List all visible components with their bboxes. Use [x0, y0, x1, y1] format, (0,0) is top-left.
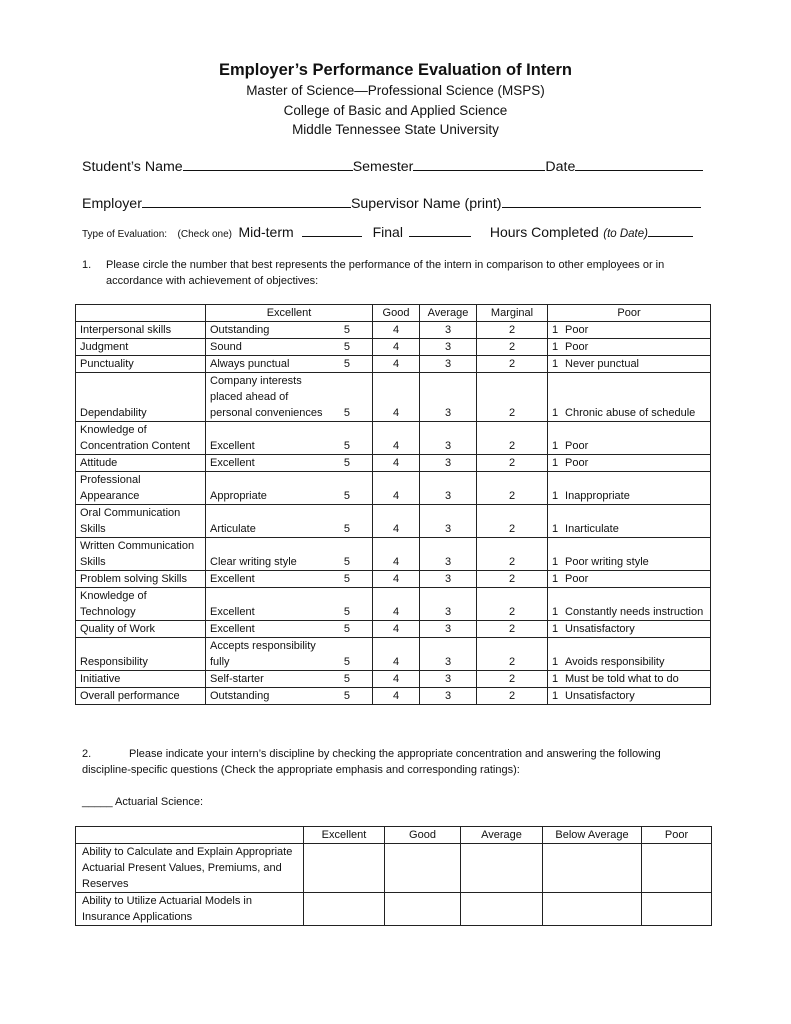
excellent-descriptor: Excellent [206, 422, 336, 455]
performance-header-row [76, 305, 711, 322]
rating-2[interactable]: 2 [477, 455, 548, 472]
rating-1[interactable]: 1 [552, 690, 559, 702]
rating-2[interactable]: 2 [477, 671, 548, 688]
table-row [76, 538, 711, 571]
rating-3[interactable]: 3 [420, 422, 477, 455]
rating-4[interactable]: 4 [373, 422, 420, 455]
rating-4[interactable]: 4 [373, 638, 420, 671]
rating-3[interactable]: 3 [420, 621, 477, 638]
table-row [76, 588, 711, 621]
table-row [76, 621, 711, 638]
table-row [76, 844, 712, 893]
check-one-note: (Check one) [177, 229, 232, 240]
evaluation-type-row [82, 223, 693, 242]
rating-5[interactable]: 5 [336, 671, 373, 688]
rating-1[interactable]: 1 [552, 573, 559, 585]
rating-cell-average[interactable] [461, 844, 543, 893]
rating-3[interactable]: 3 [420, 505, 477, 538]
rating-1[interactable]: 1 [552, 341, 559, 353]
rating-5[interactable]: 5 [336, 322, 373, 339]
semester-label: Semester [352, 159, 414, 175]
criterion-label: Knowledge of Concentration Content [76, 422, 206, 455]
evaluation-type-label: Type of Evaluation: [82, 229, 168, 240]
rating-cell-excellent[interactable] [304, 844, 385, 893]
semester-field[interactable] [413, 157, 545, 171]
excellent-descriptor: Excellent [206, 621, 336, 638]
rating-5[interactable]: 5 [336, 571, 373, 588]
table-row [76, 356, 711, 373]
table-row [76, 373, 711, 422]
rating-cell-excellent[interactable] [304, 893, 385, 926]
rating-5[interactable]: 5 [336, 588, 373, 621]
poor-descriptor: Chronic abuse of schedule [565, 407, 696, 419]
rating-4[interactable]: 4 [373, 373, 420, 422]
final-label: Final [372, 224, 403, 240]
rating-3[interactable]: 3 [420, 538, 477, 571]
excellent-descriptor: Excellent [206, 455, 336, 472]
excellent-descriptor: Appropriate [206, 472, 336, 505]
rating-4[interactable]: 4 [373, 621, 420, 638]
rating-4[interactable]: 4 [373, 339, 420, 356]
poor-descriptor: Poor [565, 573, 589, 585]
poor-cell [548, 356, 711, 373]
rating-1[interactable]: 1 [552, 457, 559, 469]
table-row [76, 339, 711, 356]
actuarial-science-line [82, 795, 203, 811]
rating-4[interactable]: 4 [373, 571, 420, 588]
skill-label: Ability to Utilize Actuarial Models in Insurance Applications [76, 893, 304, 926]
employer-field[interactable] [142, 194, 351, 208]
poor-descriptor: Unsatisfactory [565, 623, 635, 635]
rating-5[interactable]: 5 [336, 373, 373, 422]
college-name: College of Basic and Applied Science [283, 103, 508, 118]
criterion-label: Dependability [76, 373, 206, 422]
rating-5[interactable]: 5 [336, 356, 373, 373]
final-field[interactable] [409, 223, 471, 237]
rating-1[interactable]: 1 [552, 523, 559, 535]
rating-5[interactable]: 5 [336, 688, 373, 705]
rating-5[interactable]: 5 [336, 505, 373, 538]
excellent-descriptor: Sound [206, 339, 336, 356]
poor-descriptor: Poor [565, 324, 589, 336]
actuarial-science-label: Actuarial Science: [115, 796, 204, 808]
excellent-header: Excellent [206, 305, 373, 322]
rating-cell-below-average[interactable] [543, 844, 642, 893]
question-2-text: Please indicate your intern’s discipline by checking the appropriate concentration and answering the following discipline-specific questions (Check the appropriate emphasis and corresponding ratings): [82, 748, 661, 776]
poor-cell [548, 688, 711, 705]
rating-1[interactable]: 1 [552, 556, 559, 568]
rating-2[interactable]: 2 [477, 322, 548, 339]
excellent-descriptor: Company interests placed ahead of personal conveniences [206, 373, 336, 422]
rating-cell-good[interactable] [385, 844, 461, 893]
hours-label: Hours Completed [489, 224, 599, 240]
program-name: Master of Science—Professional Science (MSPS) [246, 83, 545, 98]
average-header: Average [420, 305, 477, 322]
performance-table [75, 304, 711, 705]
criterion-label: Punctuality [76, 356, 206, 373]
rating-2[interactable]: 2 [477, 373, 548, 422]
student-name-field[interactable] [183, 157, 353, 171]
rating-cell-poor[interactable] [642, 844, 712, 893]
question-2 [82, 747, 711, 778]
actuarial-poor-header: Poor [642, 827, 712, 844]
supervisor-label: Supervisor Name (print) [350, 196, 502, 212]
poor-descriptor: Avoids responsibility [565, 656, 665, 668]
rating-3[interactable]: 3 [420, 688, 477, 705]
criterion-label: Oral Communication Skills [76, 505, 206, 538]
poor-cell [548, 322, 711, 339]
to-date-note: (to Date) [603, 228, 648, 240]
rating-3[interactable]: 3 [420, 356, 477, 373]
criterion-label: Problem solving Skills [76, 571, 206, 588]
rating-3[interactable]: 3 [420, 588, 477, 621]
rating-1[interactable]: 1 [552, 407, 559, 419]
rating-5[interactable]: 5 [336, 455, 373, 472]
rating-cell-poor[interactable] [642, 893, 712, 926]
rating-cell-good[interactable] [385, 893, 461, 926]
poor-cell [548, 339, 711, 356]
table-row [76, 472, 711, 505]
rating-5[interactable]: 5 [336, 638, 373, 671]
good-header: Good [373, 305, 420, 322]
rating-3[interactable]: 3 [420, 571, 477, 588]
poor-cell [548, 538, 711, 571]
rating-2[interactable]: 2 [477, 571, 548, 588]
excellent-descriptor: Accepts responsibility fully [206, 638, 336, 671]
question-1-text: Please circle the number that best represents the performance of the intern in comparison to other employees or in accordance with achievement of objectives: [106, 259, 665, 287]
actuarial-average-header: Average [461, 827, 543, 844]
poor-cell [548, 373, 711, 422]
poor-descriptor: Poor [565, 457, 589, 469]
skill-label: Ability to Calculate and Explain Appropriate Actuarial Present Values, Premiums, and Reserves [76, 844, 304, 893]
student-name-label: Student’s Name [82, 159, 183, 175]
excellent-descriptor: Self-starter [206, 671, 336, 688]
table-row [76, 671, 711, 688]
rating-4[interactable]: 4 [373, 455, 420, 472]
question-2-number: 2. [82, 748, 92, 760]
poor-descriptor: Poor [565, 341, 589, 353]
poor-descriptor: Poor [565, 440, 589, 452]
table-row [76, 638, 711, 671]
poor-cell [548, 455, 711, 472]
excellent-descriptor: Excellent [206, 571, 336, 588]
rating-4[interactable]: 4 [373, 322, 420, 339]
rating-2[interactable]: 2 [477, 505, 548, 538]
rating-2[interactable]: 2 [477, 472, 548, 505]
poor-cell [548, 588, 711, 621]
excellent-descriptor: Excellent [206, 588, 336, 621]
criterion-label: Interpersonal skills [76, 322, 206, 339]
rating-1[interactable]: 1 [552, 490, 559, 502]
rating-3[interactable]: 3 [420, 455, 477, 472]
rating-1[interactable]: 1 [552, 324, 559, 336]
rating-cell-below-average[interactable] [543, 893, 642, 926]
poor-cell [548, 571, 711, 588]
employer-info-row [82, 194, 701, 212]
table-row [76, 893, 712, 926]
criterion-label: Initiative [76, 671, 206, 688]
rating-5[interactable]: 5 [336, 339, 373, 356]
excellent-descriptor: Outstanding [206, 688, 336, 705]
rating-2[interactable]: 2 [477, 688, 548, 705]
rating-2[interactable]: 2 [477, 339, 548, 356]
midterm-label: Mid-term [238, 224, 294, 240]
rating-3[interactable]: 3 [420, 638, 477, 671]
rating-4[interactable]: 4 [373, 356, 420, 373]
rating-3[interactable]: 3 [420, 373, 477, 422]
criteria-header [76, 305, 206, 322]
table-row [76, 455, 711, 472]
date-label: Date [545, 159, 576, 175]
poor-cell [548, 671, 711, 688]
excellent-descriptor: Always punctual [206, 356, 336, 373]
rating-2[interactable]: 2 [477, 356, 548, 373]
criterion-label: Responsibility [76, 638, 206, 671]
actuarial-excellent-header: Excellent [304, 827, 385, 844]
poor-descriptor: Must be told what to do [565, 673, 679, 685]
poor-cell [548, 638, 711, 671]
table-row [76, 422, 711, 455]
question-1-number: 1. [82, 259, 92, 271]
date-field[interactable] [575, 157, 703, 171]
criterion-label: Professional Appearance [76, 472, 206, 505]
rating-3[interactable]: 3 [420, 472, 477, 505]
poor-descriptor: Constantly needs instruction [565, 606, 704, 618]
rating-1[interactable]: 1 [552, 440, 559, 452]
poor-header: Poor [548, 305, 711, 322]
poor-descriptor: Unsatisfactory [565, 690, 635, 702]
rating-4[interactable]: 4 [373, 671, 420, 688]
poor-descriptor: Never punctual [565, 358, 640, 370]
student-info-row [82, 157, 703, 175]
rating-3[interactable]: 3 [420, 671, 477, 688]
criterion-label: Judgment [76, 339, 206, 356]
form-title: Employer’s Performance Evaluation of Intern [218, 61, 572, 79]
poor-cell [548, 472, 711, 505]
poor-descriptor: Poor writing style [565, 556, 649, 568]
table-row [76, 571, 711, 588]
rating-cell-average[interactable] [461, 893, 543, 926]
rating-4[interactable]: 4 [373, 588, 420, 621]
rating-2[interactable]: 2 [477, 538, 548, 571]
criterion-label: Written Communication Skills [76, 538, 206, 571]
rating-4[interactable]: 4 [373, 472, 420, 505]
excellent-descriptor: Outstanding [206, 322, 336, 339]
rating-5[interactable]: 5 [336, 422, 373, 455]
poor-descriptor: Inappropriate [565, 490, 630, 502]
rating-1[interactable]: 1 [552, 606, 559, 618]
table-row [76, 505, 711, 538]
rating-2[interactable]: 2 [477, 621, 548, 638]
criterion-label: Overall performance [76, 688, 206, 705]
rating-4[interactable]: 4 [373, 505, 420, 538]
rating-4[interactable]: 4 [373, 688, 420, 705]
actuarial-below-average-header: Below Average [543, 827, 642, 844]
rating-1[interactable]: 1 [552, 656, 559, 668]
marginal-header: Marginal [477, 305, 548, 322]
rating-5[interactable]: 5 [336, 538, 373, 571]
table-row [76, 322, 711, 339]
hours-field[interactable] [648, 223, 693, 237]
poor-cell [548, 505, 711, 538]
employer-label: Employer [82, 196, 142, 212]
rating-3[interactable]: 3 [420, 339, 477, 356]
excellent-descriptor: Articulate [206, 505, 336, 538]
poor-cell [548, 621, 711, 638]
table-row [76, 688, 711, 705]
rating-1[interactable]: 1 [552, 673, 559, 685]
actuarial-table [75, 826, 712, 926]
rating-3[interactable]: 3 [420, 322, 477, 339]
actuarial-check-blank[interactable]: _____ [82, 796, 113, 808]
rating-2[interactable]: 2 [477, 422, 548, 455]
rating-2[interactable]: 2 [477, 638, 548, 671]
poor-descriptor: Inarticulate [565, 523, 619, 535]
criterion-label: Quality of Work [76, 621, 206, 638]
rating-4[interactable]: 4 [373, 538, 420, 571]
criterion-label: Knowledge of Technology [76, 588, 206, 621]
rating-1[interactable]: 1 [552, 623, 559, 635]
actuarial-good-header: Good [385, 827, 461, 844]
rating-1[interactable]: 1 [552, 358, 559, 370]
supervisor-field[interactable] [502, 194, 701, 208]
actuarial-criteria-header [76, 827, 304, 844]
rating-5[interactable]: 5 [336, 621, 373, 638]
poor-cell [548, 422, 711, 455]
excellent-descriptor: Clear writing style [206, 538, 336, 571]
university-name: Middle Tennessee State University [292, 122, 499, 137]
midterm-field[interactable] [302, 223, 362, 237]
criterion-label: Attitude [76, 455, 206, 472]
rating-2[interactable]: 2 [477, 588, 548, 621]
rating-5[interactable]: 5 [336, 472, 373, 505]
actuarial-header-row [76, 827, 712, 844]
